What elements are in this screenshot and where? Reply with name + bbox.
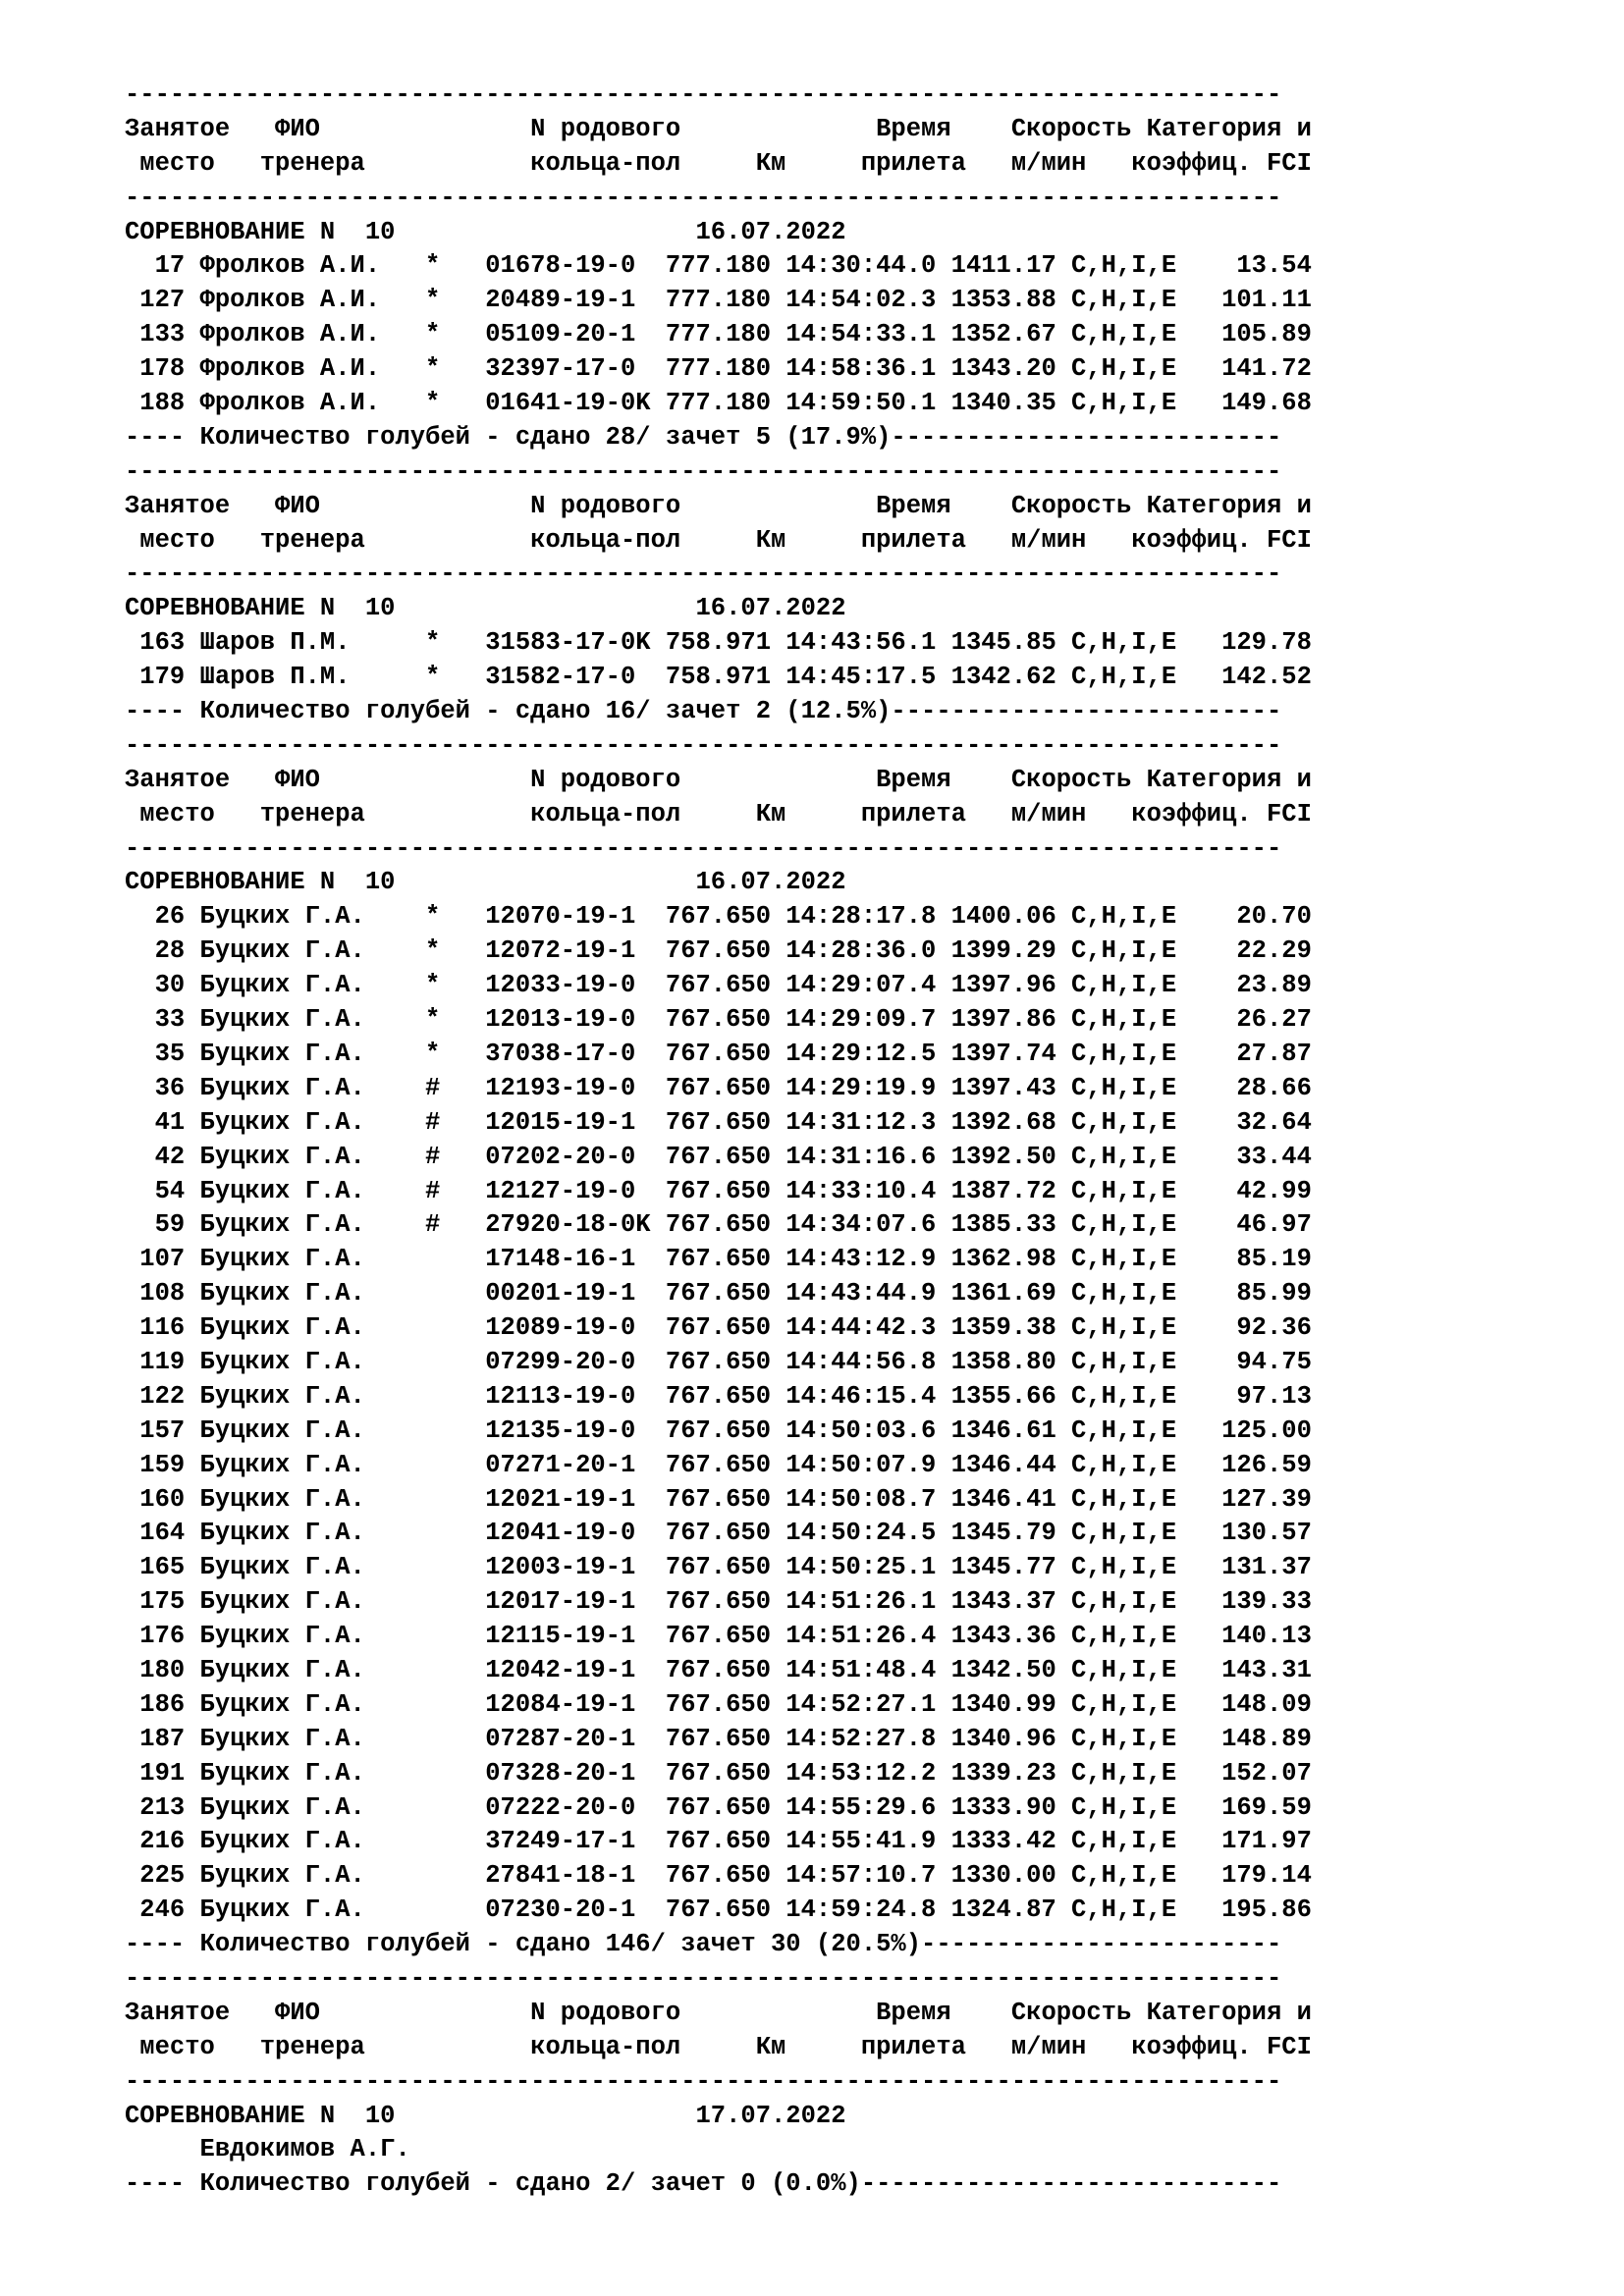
result-row: 164 Буцких Г.А. 12041-19-0 767.650 14:50:24.5 1345.79 C,H,I,E 130.57 bbox=[125, 1519, 1312, 1548]
divider-line: ----------------------------------------------------------------------------- bbox=[125, 730, 1282, 760]
column-header-line-2: место тренера кольца-пол Км прилета м/мин коэффиц. FCI bbox=[125, 2032, 1312, 2061]
result-row: 108 Буцких Г.А. 00201-19-1 767.650 14:43:44.9 1361.69 C,H,I,E 85.99 bbox=[125, 1279, 1312, 1308]
result-row: 30 Буцких Г.А. * 12033-19-0 767.650 14:29:07.4 1397.96 C,H,I,E 23.89 bbox=[125, 971, 1312, 1000]
result-row: 133 Фролков А.И. * 05109-20-1 777.180 14:54:33.1 1352.67 C,H,I,E 105.89 bbox=[125, 320, 1312, 349]
result-row: 122 Буцких Г.А. 12113-19-0 767.650 14:46:15.4 1355.66 C,H,I,E 97.13 bbox=[125, 1381, 1312, 1411]
result-row: 127 Фролков А.И. * 20489-19-1 777.180 14:54:02.3 1353.88 C,H,I,E 101.11 bbox=[125, 286, 1312, 315]
divider-line: ----------------------------------------------------------------------------- bbox=[125, 833, 1282, 863]
result-row: 165 Буцких Г.А. 12003-19-1 767.650 14:50:25.1 1345.77 C,H,I,E 131.37 bbox=[125, 1553, 1312, 1582]
competition-title-line: СОРЕВНОВАНИЕ N 10 16.07.2022 bbox=[125, 594, 846, 623]
competition-title-line: СОРЕВНОВАНИЕ N 10 16.07.2022 bbox=[125, 217, 846, 246]
column-header-line-2: место тренера кольца-пол Км прилета м/мин коэффиц. FCI bbox=[125, 799, 1312, 828]
result-row: 26 Буцких Г.А. * 12070-19-1 767.650 14:28:17.8 1400.06 C,H,I,E 20.70 bbox=[125, 902, 1312, 932]
result-row: 119 Буцких Г.А. 07299-20-0 767.650 14:44:56.8 1358.80 C,H,I,E 94.75 bbox=[125, 1347, 1312, 1376]
summary-line: ---- Количество голубей - сдано 146/ зачет 30 (20.5%)------------------------ bbox=[125, 1930, 1282, 1959]
result-row: 246 Буцких Г.А. 07230-20-1 767.650 14:59:24.8 1324.87 C,H,I,E 195.86 bbox=[125, 1896, 1312, 1925]
result-row: 42 Буцких Г.А. # 07202-20-0 767.650 14:31:16.6 1392.50 C,H,I,E 33.44 bbox=[125, 1142, 1312, 1171]
result-row: 176 Буцких Г.А. 12115-19-1 767.650 14:51:26.4 1343.36 C,H,I,E 140.13 bbox=[125, 1622, 1312, 1651]
competition-title-line: СОРЕВНОВАНИЕ N 10 16.07.2022 bbox=[125, 868, 846, 897]
divider-line: ----------------------------------------------------------------------------- bbox=[125, 560, 1282, 589]
summary-line: ---- Количество голубей - сдано 16/ зачет 2 (12.5%)-------------------------- bbox=[125, 697, 1282, 726]
result-row: 216 Буцких Г.А. 37249-17-1 767.650 14:55:41.9 1333.42 C,H,I,E 171.97 bbox=[125, 1827, 1312, 1856]
result-row: 175 Буцких Г.А. 12017-19-1 767.650 14:51:26.1 1343.37 C,H,I,E 139.33 bbox=[125, 1587, 1312, 1617]
result-row: 41 Буцких Г.А. # 12015-19-1 767.650 14:31:12.3 1392.68 C,H,I,E 32.64 bbox=[125, 1107, 1312, 1137]
divider-line: ----------------------------------------------------------------------------- bbox=[125, 1963, 1282, 1993]
result-row: 178 Фролков А.И. * 32397-17-0 777.180 14:58:36.1 1343.20 C,H,I,E 141.72 bbox=[125, 354, 1312, 384]
column-header-line-1: Занятое ФИО N родового Время Скорость Категория и bbox=[125, 114, 1312, 143]
competition-title-line: СОРЕВНОВАНИЕ N 10 17.07.2022 bbox=[125, 2101, 846, 2130]
result-row: 186 Буцких Г.А. 12084-19-1 767.650 14:52:27.1 1340.99 C,H,I,E 148.09 bbox=[125, 1689, 1312, 1719]
result-row: 157 Буцких Г.А. 12135-19-0 767.650 14:50:03.6 1346.61 C,H,I,E 125.00 bbox=[125, 1415, 1312, 1445]
column-header-line-1: Занятое ФИО N родового Время Скорость Категория и bbox=[125, 765, 1312, 794]
result-row: 159 Буцких Г.А. 07271-20-1 767.650 14:50:07.9 1346.44 C,H,I,E 126.59 bbox=[125, 1450, 1312, 1479]
column-header-line-2: место тренера кольца-пол Км прилета м/мин коэффиц. FCI bbox=[125, 525, 1312, 555]
result-row: 36 Буцких Г.А. # 12193-19-0 767.650 14:29:19.9 1397.43 C,H,I,E 28.66 bbox=[125, 1073, 1312, 1102]
result-row: 213 Буцких Г.А. 07222-20-0 767.650 14:55:29.6 1333.90 C,H,I,E 169.59 bbox=[125, 1792, 1312, 1822]
divider-line: ----------------------------------------------------------------------------- bbox=[125, 183, 1282, 212]
result-row: 191 Буцких Г.А. 07328-20-1 767.650 14:53:12.2 1339.23 C,H,I,E 152.07 bbox=[125, 1758, 1312, 1788]
results-report bbox=[125, 79, 1312, 2202]
result-row: 35 Буцких Г.А. * 37038-17-0 767.650 14:29:12.5 1397.74 C,H,I,E 27.87 bbox=[125, 1039, 1312, 1068]
summary-line: ---- Количество голубей - сдано 2/ зачет 0 (0.0%)---------------------------- bbox=[125, 2169, 1282, 2199]
result-row: 59 Буцких Г.А. # 27920-18-0K 767.650 14:34:07.6 1385.33 C,H,I,E 46.97 bbox=[125, 1210, 1312, 1240]
column-header-line-1: Занятое ФИО N родового Время Скорость Категория и bbox=[125, 491, 1312, 520]
divider-line: ----------------------------------------------------------------------------- bbox=[125, 80, 1282, 109]
result-row: 33 Буцких Г.А. * 12013-19-0 767.650 14:29:09.7 1397.86 C,H,I,E 26.27 bbox=[125, 1005, 1312, 1035]
column-header-line-2: место тренера кольца-пол Км прилета м/мин коэффиц. FCI bbox=[125, 148, 1312, 178]
result-row: 225 Буцких Г.А. 27841-18-1 767.650 14:57:10.7 1330.00 C,H,I,E 179.14 bbox=[125, 1861, 1312, 1891]
result-row: 116 Буцких Г.А. 12089-19-0 767.650 14:44:42.3 1359.38 C,H,I,E 92.36 bbox=[125, 1313, 1312, 1343]
result-row: 17 Фролков А.И. * 01678-19-0 777.180 14:30:44.0 1411.17 C,H,I,E 13.54 bbox=[125, 251, 1312, 281]
trainer-name-line: Евдокимов А.Г. bbox=[125, 2135, 410, 2164]
divider-line: ----------------------------------------------------------------------------- bbox=[125, 456, 1282, 486]
result-row: 180 Буцких Г.А. 12042-19-1 767.650 14:51:48.4 1342.50 C,H,I,E 143.31 bbox=[125, 1655, 1312, 1684]
result-row: 28 Буцких Г.А. * 12072-19-1 767.650 14:28:36.0 1399.29 C,H,I,E 22.29 bbox=[125, 936, 1312, 966]
result-row: 163 Шаров П.М. * 31583-17-0K 758.971 14:43:56.1 1345.85 C,H,I,E 129.78 bbox=[125, 628, 1312, 658]
column-header-line-1: Занятое ФИО N родового Время Скорость Категория и bbox=[125, 1998, 1312, 2027]
result-row: 107 Буцких Г.А. 17148-16-1 767.650 14:43:12.9 1362.98 C,H,I,E 85.19 bbox=[125, 1245, 1312, 1274]
result-row: 54 Буцких Г.А. # 12127-19-0 767.650 14:33:10.4 1387.72 C,H,I,E 42.99 bbox=[125, 1176, 1312, 1205]
result-row: 187 Буцких Г.А. 07287-20-1 767.650 14:52:27.8 1340.96 C,H,I,E 148.89 bbox=[125, 1724, 1312, 1753]
result-row: 160 Буцких Г.А. 12021-19-1 767.650 14:50:08.7 1346.41 C,H,I,E 127.39 bbox=[125, 1484, 1312, 1514]
result-row: 179 Шаров П.М. * 31582-17-0 758.971 14:45:17.5 1342.62 C,H,I,E 142.52 bbox=[125, 663, 1312, 692]
summary-line: ---- Количество голубей - сдано 28/ зачет 5 (17.9%)-------------------------- bbox=[125, 422, 1282, 452]
result-row: 188 Фролков А.И. * 01641-19-0K 777.180 14:59:50.1 1340.35 C,H,I,E 149.68 bbox=[125, 389, 1312, 418]
divider-line: ----------------------------------------------------------------------------- bbox=[125, 2066, 1282, 2096]
